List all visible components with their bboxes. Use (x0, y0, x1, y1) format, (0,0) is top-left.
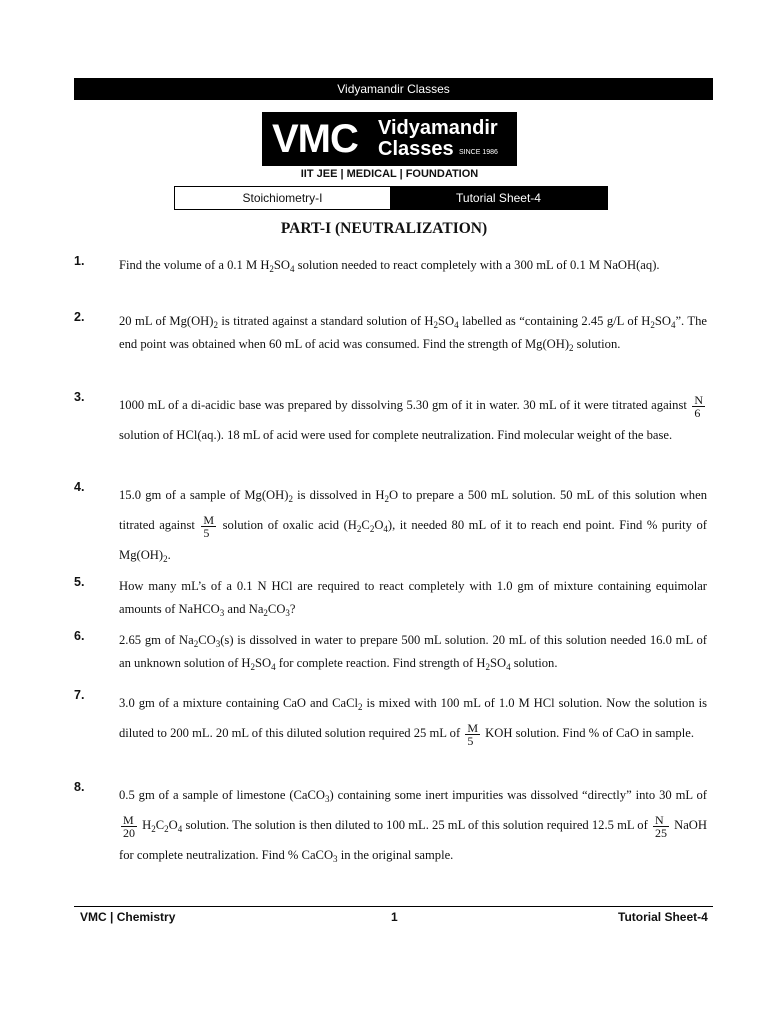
question-number: 1. (74, 254, 85, 268)
logo-since: SINCE 1986 (459, 149, 498, 156)
question-text: 2.65 gm of $Na_2CO_3(s)$ is dissolved in water to prepare 500 mL solution. 20 mL of this solution needed 16.0 mL of an unknown solution of $H_2SO_4$ for complete reaction. Find strength of $H_2SO_4$ solution. (119, 633, 707, 672)
logo-name-line1: Vidyamandir (378, 117, 498, 139)
question-number: 5. (74, 575, 85, 589)
footer-left: VMC | Chemistry (80, 910, 176, 924)
question-text: How many mL’s of a 0.1 N HCl are required to react completely with 1.0 gm of mixture containing equimolar amounts of NaHCO$_3$ and $Na_2CO_3$? (119, 579, 707, 618)
question-number: 2. (74, 310, 85, 324)
topic-label: Stoichiometry-I (242, 191, 323, 205)
question-number: 4. (74, 480, 85, 494)
question-text: 0.5 gm of a sample of limestone (CaCO$_3$) containing some inert impurities was dissolved “directly” into 30 mL of $\frac{M}{20}$ $H_2C_2O_4$ solution. The solution is then diluted to 100 mL. 25 mL of this solution required 12.5 mL of $\frac{N}{25}$ NaOH for complete neutralization. Find % CaCO$_3$ in the original sample. (119, 788, 707, 864)
footer-right: Tutorial Sheet-4 (618, 910, 708, 924)
question-number: 8. (74, 780, 85, 794)
tagline: IIT JEE | MEDICAL | FOUNDATION (300, 168, 479, 180)
header-bar: Vidyamandir Classes (74, 78, 713, 100)
question-number: 6. (74, 629, 85, 643)
question-text: 15.0 gm of a sample of $Mg(OH)_2$ is dissolved in $H_2O$ to prepare a 500 mL solution. 50 mL of this solution when titrated against $\frac{M}{5}$ solution of oxalic acid $(H_2C_2O_4)$, it needed 80 mL of it to reach end point. Find % purity of $Mg(OH)_2$. (119, 488, 707, 564)
question-text: 3.0 gm of a mixture containing CaO and CaCl$_2$ is mixed with 100 mL of 1.0 M HCl solution. Now the solution is diluted to 200 mL. 20 mL of this diluted solution required 25 mL of $\frac{M}{5}$ KOH solution. Find % of CaO in sample. (119, 696, 707, 748)
part-title: PART-I (NEUTRALIZATION) (280, 220, 488, 237)
question-number: 3. (74, 390, 85, 404)
sheet-label: Tutorial Sheet-4 (390, 187, 607, 209)
question-text: 1000 mL of a di-acidic base was prepared by dissolving 5.30 gm of it in water. 30 mL of it were titrated against $\frac{N}{6}$ solution of HCl(aq.). 18 mL of acid were used for complete neutralization. Find molecular weight of the base. (119, 392, 703, 442)
question-text: 20 mL of $Mg(OH)_2$ is titrated against a standard solution of $H_2SO_4$ labelled as “containing 2.45 g/L of $H_2SO_4$”. The end point was obtained when 60 mL of acid was consumed. Find the strength of $Mg(OH)_2$ solution. (119, 314, 707, 353)
question-number: 7. (74, 688, 85, 702)
logo-abbr: VMC (272, 117, 358, 161)
sheet-info-box (174, 186, 608, 210)
vmc-logo (262, 112, 517, 166)
footer-divider (74, 906, 713, 907)
question-text: Find the volume of a 0.1 M $H_2SO_4$ solution needed to react completely with a 300 mL of 0.1 M NaOH(aq). (119, 258, 660, 274)
logo-name-line2: Classes (378, 138, 454, 160)
footer-page-number: 1 (391, 910, 398, 924)
